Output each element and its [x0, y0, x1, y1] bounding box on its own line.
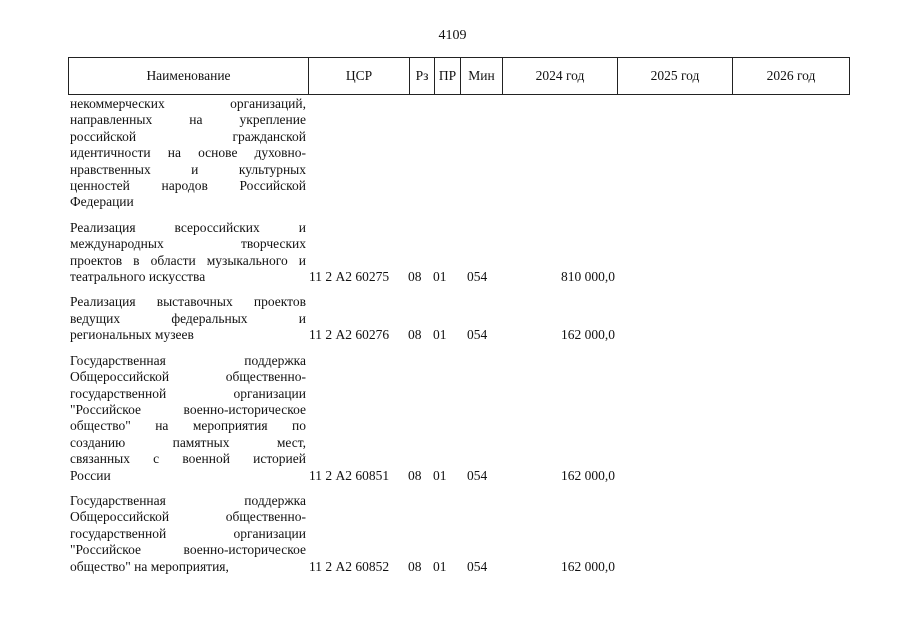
row-name-line: Государственная поддержка: [70, 352, 306, 368]
row-name-line: международных творческих: [70, 236, 306, 252]
row-name-line: созданию памятных мест,: [70, 434, 306, 450]
row-name-line: направленных на укрепление: [70, 112, 306, 128]
row-name-line: Общероссийской общественно-: [70, 369, 306, 385]
row-name-line: Общероссийской общественно-: [70, 509, 306, 525]
row-name-line: проектов в области музыкального и: [70, 252, 306, 268]
row-csr: 11 2 А2 60851: [309, 467, 390, 483]
header-csr: ЦСР: [309, 58, 410, 95]
row-name-line: общество" на мероприятия по: [70, 418, 306, 434]
row-name-line: идентичности на основе духовно-: [70, 145, 306, 161]
row-amount-2024: 162 000,0: [561, 467, 615, 483]
page-number: 4109: [438, 28, 467, 43]
row-name-line: Государственная поддержка: [70, 492, 306, 508]
row-name-line: Реализация всероссийских и: [70, 219, 306, 235]
table-row: [68, 96, 850, 211]
row-name: [70, 353, 306, 484]
row-min: 054: [467, 467, 488, 483]
row-pr: 01: [433, 269, 447, 285]
row-name-line: региональных музеев: [70, 327, 194, 343]
row-min: 054: [467, 558, 488, 574]
row-name-line: государственной организации: [70, 525, 306, 541]
header-2024: 2024 год: [503, 58, 618, 95]
row-min: 054: [467, 327, 488, 343]
row-name-line: нравственных и культурных: [70, 161, 306, 177]
row-amount-2024: 810 000,0: [561, 269, 615, 285]
row-name-line: России: [70, 467, 111, 483]
row-csr: 11 2 А2 60276: [309, 327, 390, 343]
row-rz: 08: [408, 269, 422, 285]
row-min: 054: [467, 269, 488, 285]
row-name-line: ведущих федеральных и: [70, 310, 306, 326]
row-pr: 01: [433, 327, 447, 343]
header-2025: 2025 год: [618, 58, 733, 95]
row-pr: 01: [433, 558, 447, 574]
table-row: [68, 353, 850, 484]
table-header: [68, 57, 850, 95]
row-pr: 01: [433, 467, 447, 483]
header-pr: ПР: [435, 58, 461, 95]
header-rz: Рз: [410, 58, 435, 95]
row-name-line: связанных с военной историей: [70, 451, 306, 467]
table-row: [68, 493, 850, 575]
row-name-line: Реализация выставочных проектов: [70, 294, 306, 310]
row-name-line: театрального искусства: [70, 269, 206, 285]
row-csr: 11 2 А2 60852: [309, 558, 390, 574]
row-name-line: "Российское военно-историческое: [70, 542, 306, 558]
row-name-line: ценностей народов Российской: [70, 178, 306, 194]
table-row: [68, 220, 850, 286]
header-2026: 2026 год: [733, 58, 850, 95]
row-name-line: некоммерческих организаций,: [70, 96, 306, 111]
row-csr: 11 2 А2 60275: [309, 269, 390, 285]
row-name-line: государственной организации: [70, 385, 306, 401]
row-rz: 08: [408, 327, 422, 343]
row-amount-2024: 162 000,0: [561, 558, 615, 574]
header-name: Наименование: [69, 58, 309, 95]
header-min: Мин: [461, 58, 503, 95]
row-amount-2024: 162 000,0: [561, 327, 615, 343]
row-name-line: Федерации: [70, 194, 134, 210]
row-rz: 08: [408, 558, 422, 574]
table-body: [68, 96, 850, 575]
row-rz: 08: [408, 467, 422, 483]
row-name-line: общество" на мероприятия,: [70, 558, 229, 574]
table-row: [68, 294, 850, 343]
row-name-line: российской гражданской: [70, 128, 306, 144]
row-name-line: "Российское военно-историческое: [70, 401, 306, 417]
